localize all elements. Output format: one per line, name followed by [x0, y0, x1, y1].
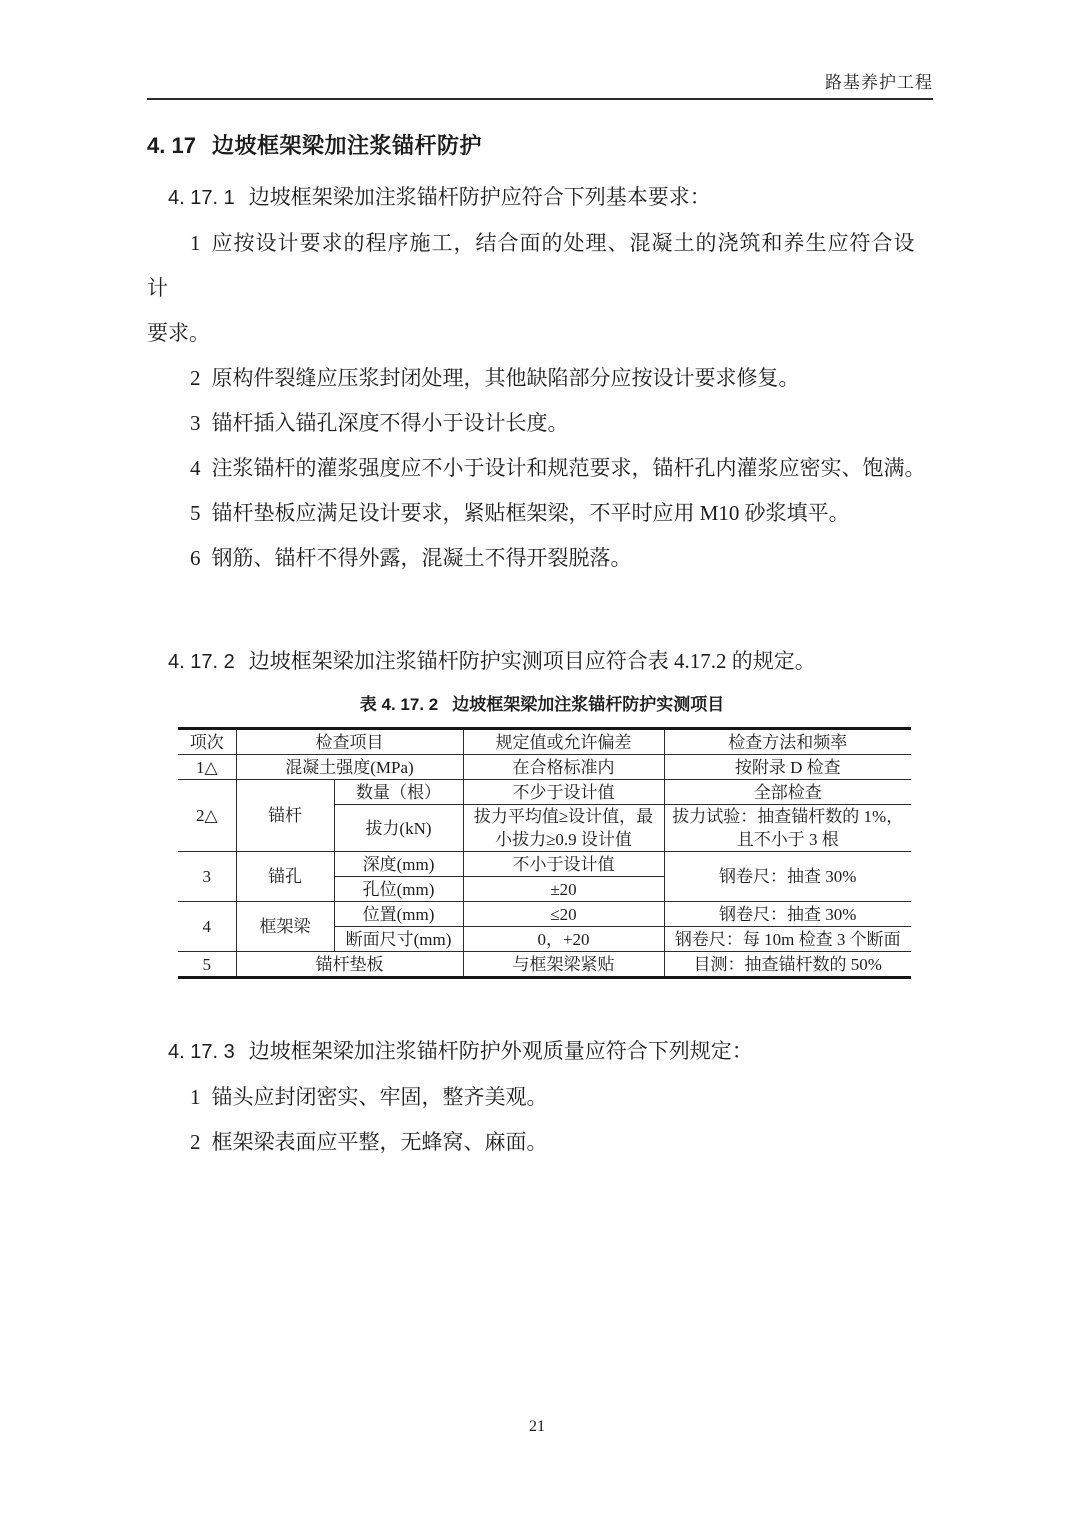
item-text: 锚杆垫板应满足设计要求，紧贴框架梁，不平时应用 M10 砂浆填平。 [211, 501, 850, 525]
list-item [147, 1120, 937, 1165]
section-number: 4. 17 [147, 133, 196, 158]
item-number: 5 [190, 501, 201, 525]
clause-number: 4. 17. 2 [168, 651, 235, 673]
cell-spec: 拔力平均值≥设计值，最小拔力≥0.9 设计值 [463, 805, 664, 852]
item-text: 注浆锚杆的灌浆强度应不小于设计和规范要求，锚杆孔内灌浆应密实、饱满。 [211, 456, 926, 480]
col-header-check: 检查项目 [236, 729, 463, 755]
item-number: 6 [190, 546, 201, 570]
cell-subitem: 位置(mm) [334, 902, 463, 927]
list-item [147, 446, 937, 491]
table-row [178, 902, 911, 927]
table-row [178, 755, 911, 780]
clause-text: 边坡框架梁加注浆锚杆防护外观质量应符合下列规定： [248, 1039, 753, 1063]
cell-method: 按附录 D 检查 [664, 755, 911, 780]
table-row [178, 780, 911, 805]
cell-category: 锚孔 [236, 852, 334, 902]
clause-4-17-1 [147, 175, 937, 221]
page-content [147, 126, 937, 1165]
list-item [147, 356, 937, 401]
cell-item: 3 [178, 852, 236, 902]
item-number: 2 [190, 366, 201, 390]
cell-subitem: 深度(mm) [334, 852, 463, 877]
item-number: 2 [190, 1130, 201, 1154]
list-item [147, 401, 937, 446]
cell-method: 钢卷尺：每 10m 检查 3 个断面 [664, 927, 911, 952]
cell-method: 全部检查 [664, 780, 911, 805]
page-number: 21 [529, 1418, 545, 1435]
table-caption-label: 表 4. 17. 2 [359, 695, 439, 714]
cell-category: 框架梁 [236, 902, 334, 952]
measured-items-table [178, 727, 911, 979]
cell-method: 目测：抽查锚杆数的 50% [664, 952, 911, 978]
section-title-text: 边坡框架梁加注浆锚杆防护 [211, 133, 482, 158]
table-row [178, 852, 911, 877]
cell-spec: ±20 [463, 877, 664, 902]
item-text: 应按设计要求的程序施工，结合面的处理、混凝土的浇筑和养生应符合设计 [147, 231, 916, 300]
table-caption [147, 685, 937, 725]
cell-category: 锚杆 [236, 780, 334, 852]
item-text: 锚头应封闭密实、牢固，整齐美观。 [211, 1085, 548, 1109]
cell-spec: 不小于设计值 [463, 852, 664, 877]
item-number: 1 [190, 231, 201, 255]
table-row [178, 952, 911, 978]
clause-text: 边坡框架梁加注浆锚杆防护应符合下列基本要求： [248, 185, 711, 209]
item-number: 1 [190, 1085, 201, 1109]
cell-check: 混凝土强度(MPa) [236, 755, 463, 780]
clause-text: 边坡框架梁加注浆锚杆防护实测项目应符合表 4.17.2 的规定。 [248, 649, 816, 673]
item-number: 4 [190, 456, 201, 480]
col-header-method: 检查方法和频率 [664, 729, 911, 755]
cell-method: 钢卷尺：抽查 30% [664, 902, 911, 927]
cell-spec: 与框架梁紧贴 [463, 952, 664, 978]
item-number: 3 [190, 411, 201, 435]
cell-spec: ≤20 [463, 902, 664, 927]
section-heading [147, 130, 937, 162]
list-item [147, 221, 937, 356]
cell-item: 2△ [178, 780, 236, 852]
table-caption-title: 边坡框架梁加注浆锚杆防护实测项目 [452, 695, 725, 714]
list-item [147, 536, 937, 581]
cell-subitem: 孔位(mm) [334, 877, 463, 902]
list-item [147, 1075, 937, 1120]
clause-4-17-3 [147, 1029, 937, 1075]
item-text: 原构件裂缝应压浆封闭处理，其他缺陷部分应按设计要求修复。 [211, 366, 800, 390]
header-rule [147, 98, 933, 100]
cell-item: 5 [178, 952, 236, 978]
cell-subitem: 拔力(kN) [334, 805, 463, 852]
col-header-item: 项次 [178, 729, 236, 755]
item-text: 锚杆插入锚孔深度不得小于设计长度。 [211, 411, 569, 435]
cell-spec: 在合格标准内 [463, 755, 664, 780]
cell-subitem: 数量（根） [334, 780, 463, 805]
clause-number: 4. 17. 3 [168, 1041, 235, 1063]
item-text-wrap: 要求。 [147, 321, 210, 345]
cell-spec: 不少于设计值 [463, 780, 664, 805]
cell-check: 锚杆垫板 [236, 952, 463, 978]
cell-item: 4 [178, 902, 236, 952]
item-text: 钢筋、锚杆不得外露，混凝土不得开裂脱落。 [211, 546, 632, 570]
cell-method: 拔力试验：抽查锚杆数的 1%，且不小于 3 根 [664, 805, 911, 852]
clause-4-17-2 [147, 639, 937, 685]
cell-method: 钢卷尺：抽查 30% [664, 852, 911, 902]
table-header-row [178, 729, 911, 755]
running-header: 路基养护工程 [825, 73, 933, 92]
cell-spec: 0，+20 [463, 927, 664, 952]
list-item [147, 491, 937, 536]
cell-item: 1△ [178, 755, 236, 780]
clause-number: 4. 17. 1 [168, 187, 235, 209]
cell-subitem: 断面尺寸(mm) [334, 927, 463, 952]
item-text: 框架梁表面应平整，无蜂窝、麻面。 [211, 1130, 548, 1154]
col-header-spec: 规定值或允许偏差 [463, 729, 664, 755]
